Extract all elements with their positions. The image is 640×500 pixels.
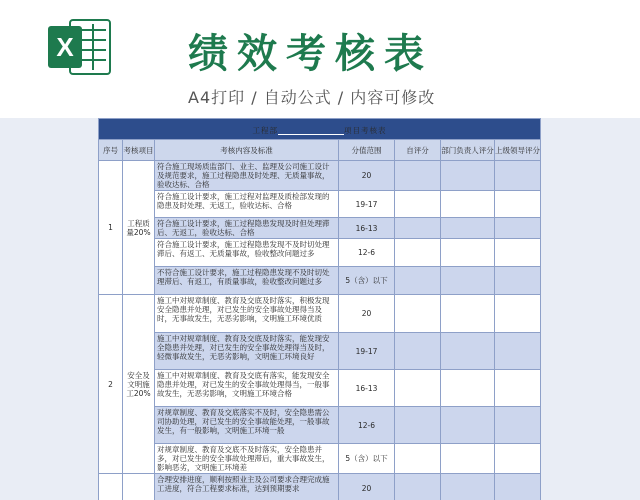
score-range-cell: 19-17 <box>339 333 395 370</box>
page-subtitle: A4打印 / 自动公式 / 内容可修改 <box>188 88 436 107</box>
self-score-cell[interactable] <box>395 295 441 333</box>
row-number: 1 <box>99 161 123 295</box>
criteria-cell: 合理安排进度，顺利按照业主及公司要求合理完成施工进度，符合工程要求标准，达到预期要求 <box>155 474 339 500</box>
score-range-cell: 12-6 <box>339 407 395 444</box>
excel-logo-letter: X <box>56 32 74 62</box>
criteria-cell: 施工中对规章制度、教育及交底有落实，能发现安全隐患并处理，对已发生的安全事故处理得当，一般事故发生，无恶劣影响，文明施工环境合格 <box>155 370 339 407</box>
manager-score-cell[interactable] <box>441 444 495 474</box>
leader-score-cell[interactable] <box>495 295 541 333</box>
leader-score-cell[interactable] <box>495 191 541 218</box>
self-score-cell[interactable] <box>395 267 441 295</box>
excel-icon <box>48 18 112 76</box>
score-range-cell: 5（含）以下 <box>339 267 395 295</box>
table-row <box>99 239 541 267</box>
manager-score-cell[interactable] <box>441 474 495 500</box>
self-score-cell[interactable] <box>395 370 441 407</box>
table-row <box>99 370 541 407</box>
self-score-cell[interactable] <box>395 444 441 474</box>
criteria-cell: 符合施工设计要求，施工过程隐患发现不及时切处理滞后、有返工、无质量事故，验收整改问题过多 <box>155 239 339 267</box>
leader-score-cell[interactable] <box>495 161 541 191</box>
table-row <box>99 295 541 333</box>
table-row <box>99 333 541 370</box>
column-header-row <box>99 140 541 161</box>
criteria-cell: 对规章制度、教育及交底不及时落实，安全隐患并多，对已发生的安全事故处理滞后，重大事故发生，影响恶劣，文明施工环境差 <box>155 444 339 474</box>
row-number <box>99 474 123 500</box>
leader-score-cell[interactable] <box>495 474 541 500</box>
self-score-cell[interactable] <box>395 191 441 218</box>
table-row <box>99 267 541 295</box>
banner-blank-line[interactable] <box>278 123 344 135</box>
table-row <box>99 407 541 444</box>
leader-score-cell[interactable] <box>495 239 541 267</box>
manager-score-cell[interactable] <box>441 333 495 370</box>
page-title: 绩效考核表 <box>188 30 433 77</box>
criteria-cell: 对规章制度、教育及交底落实不及时，安全隐患需公司协助处理，对已发生的安全事故能处理，一般事故发生，有一般影响，文明施工环境一般 <box>155 407 339 444</box>
column-header: 自评分 <box>395 140 441 161</box>
manager-score-cell[interactable] <box>441 218 495 239</box>
column-header: 序号 <box>99 140 123 161</box>
score-range-cell: 5（含）以下 <box>339 444 395 474</box>
score-range-cell: 16-13 <box>339 370 395 407</box>
criteria-cell: 施工中对规章制度、教育及交底及时落实，积极发现安全隐患并处理，对已发生的安全事故处理得当及时，无事故发生，无恶劣影响，文明施工环境优质 <box>155 295 339 333</box>
column-header: 部门负责人评分 <box>441 140 495 161</box>
column-header: 考核项目 <box>123 140 155 161</box>
column-header: 上级领导评分 <box>495 140 541 161</box>
self-score-cell[interactable] <box>395 407 441 444</box>
banner-department: 工程部 <box>252 126 279 135</box>
table-row <box>99 474 541 500</box>
assessment-table <box>98 118 541 500</box>
score-range-cell: 19-17 <box>339 191 395 218</box>
table-row <box>99 218 541 239</box>
table-row <box>99 161 541 191</box>
manager-score-cell[interactable] <box>441 161 495 191</box>
row-number: 2 <box>99 295 123 474</box>
score-range-cell: 20 <box>339 474 395 500</box>
criteria-cell: 施工中对规章制度、教育及交底及时落实，能发现安全隐患并处理，对已发生的安全事故处理得当及时，轻微事故发生，无恶劣影响，文明施工环境良好 <box>155 333 339 370</box>
column-header: 考核内容及标准 <box>155 140 339 161</box>
manager-score-cell[interactable] <box>441 407 495 444</box>
assessment-item: 安全及文明施工20% <box>123 295 155 474</box>
leader-score-cell[interactable] <box>495 267 541 295</box>
manager-score-cell[interactable] <box>441 295 495 333</box>
manager-score-cell[interactable] <box>441 239 495 267</box>
leader-score-cell[interactable] <box>495 370 541 407</box>
criteria-cell: 符合施工现场质监部门、业主、监理及公司施工设计及规范要求，施工过程隐患及时处理、无质量事故，验收达标、合格 <box>155 161 339 191</box>
leader-score-cell[interactable] <box>495 444 541 474</box>
assessment-item: 工程质量20% <box>123 161 155 295</box>
score-range-cell: 16-13 <box>339 218 395 239</box>
table-row <box>99 444 541 474</box>
assessment-item <box>123 474 155 500</box>
page-header <box>0 0 640 118</box>
table-row <box>99 191 541 218</box>
self-score-cell[interactable] <box>395 161 441 191</box>
leader-score-cell[interactable] <box>495 407 541 444</box>
leader-score-cell[interactable] <box>495 218 541 239</box>
self-score-cell[interactable] <box>395 474 441 500</box>
criteria-cell: 符合施工设计要求，施工过程隐患发现及时但处理滞后、无返工，验收达标、合格 <box>155 218 339 239</box>
score-range-cell: 12-6 <box>339 239 395 267</box>
banner-suffix: 项目考核表 <box>344 126 387 135</box>
self-score-cell[interactable] <box>395 333 441 370</box>
manager-score-cell[interactable] <box>441 191 495 218</box>
criteria-cell: 不符合施工设计要求，施工过程隐患发现不及时切处理滞后、有返工，有质量事故，验收整改问题过多 <box>155 267 339 295</box>
table-banner <box>99 119 541 140</box>
manager-score-cell[interactable] <box>441 370 495 407</box>
score-range-cell: 20 <box>339 161 395 191</box>
leader-score-cell[interactable] <box>495 333 541 370</box>
criteria-cell: 符合施工设计要求，施工过程对监理及质检部发现的隐患及时处理、无返工，验收达标、合格 <box>155 191 339 218</box>
self-score-cell[interactable] <box>395 218 441 239</box>
column-header: 分值范围 <box>339 140 395 161</box>
score-range-cell: 20 <box>339 295 395 333</box>
self-score-cell[interactable] <box>395 239 441 267</box>
manager-score-cell[interactable] <box>441 267 495 295</box>
